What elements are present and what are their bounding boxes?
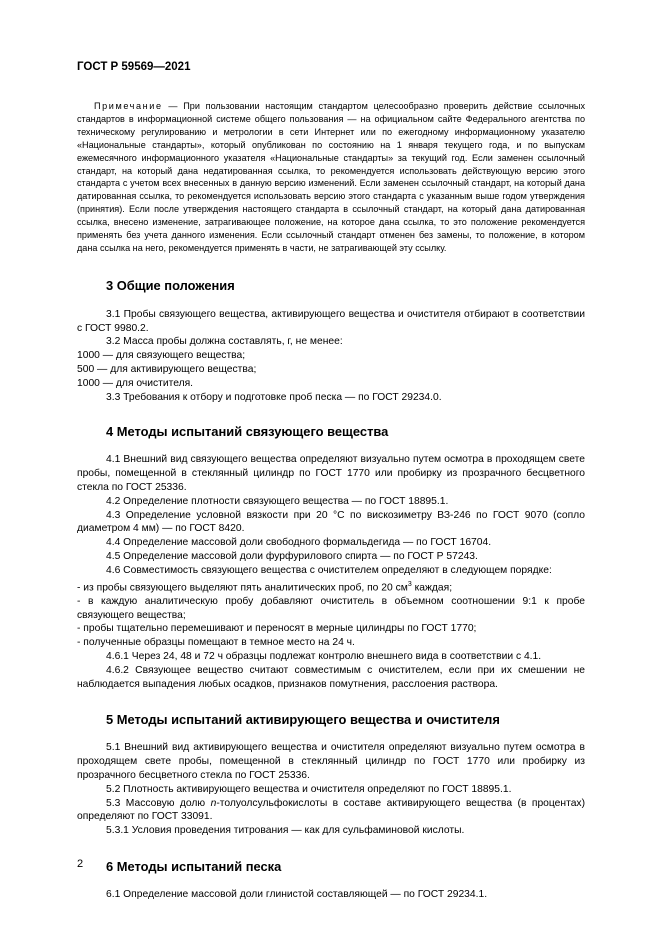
section-6-heading: 6 Методы испытаний песка — [106, 859, 282, 874]
clause-4-6-2: 4.6.2 Связующее вещество считают совместимым с очистителем, если при их смешении не наблюдается выпадения любых осадков, признаков помутнения, расслоения раствора. — [77, 664, 585, 690]
procedure-step-2: - в каждую аналитическую пробу добавляют очиститель в объемном соотношении 9:1 к пробе связующего вещества; — [77, 595, 585, 621]
clause-6-1: 6.1 Определение массовой доли глинистой составляющей — по ГОСТ 29234.1. — [106, 889, 488, 900]
section-3-heading: 3 Общие положения — [106, 277, 235, 293]
clause-4-3: 4.3 Определение условной вязкости при 20 °С по вискозиметру ВЗ-246 по ГОСТ 9070 (сопло диаметром 4 мм) — по ГОСТ 8420. — [77, 509, 585, 535]
clause-3-3: 3.3 Требования к отбору и подготовке проб песка — по ГОСТ 29234.0. — [106, 391, 442, 403]
clause-4-5: 4.5 Определение массовой доли фурфурилового спирта — по ГОСТ Р 57243. — [106, 551, 478, 563]
clause-4-4: 4.4 Определение массовой доли свободного формальдегида — по ГОСТ 16704. — [106, 537, 492, 549]
note-paragraph — [77, 100, 585, 255]
step-1-text: - из пробы связующего выделяют пять аналитических проб, по 20 см — [77, 582, 408, 594]
clause-5-3-1: 5.3.1 Условия проведения титрования — как для сульфаминовой кислоты. — [106, 825, 465, 837]
procedure-step-1 — [77, 578, 585, 595]
clause-4-6: 4.6 Совместимость связующего вещества с очистителем определяют в следующем порядке: — [106, 564, 552, 576]
clause-4-6-1: 4.6.1 Через 24, 48 и 72 ч образцы подлежат контролю внешнего вида в соответствии с 4.1. — [106, 651, 542, 663]
clause-5-3-rest: -толуолсульфокислоты в составе активирующего вещества (в процентах) определяют по ГОСТ 33091. — [77, 797, 585, 823]
page-content — [77, 100, 585, 902]
clause-5-1: 5.1 Внешний вид активирующего вещества и очистителя определяют визуально путем осмотра в проходящем свете пробы, помещенной в стеклянный цилиндр по ГОСТ 1770 или пробирку из прозрачного бесцветного стекла по ГОСТ 25336. — [77, 742, 585, 782]
clause-5-2: 5.2 Плотность активирующего вещества и очистителя определяют по ГОСТ 18895.1. — [106, 783, 512, 795]
clause-3-2: 3.2 Масса пробы должна составлять, г, не менее: — [106, 336, 343, 348]
cubic-superscript: 3 — [407, 580, 412, 588]
clause-4-1: 4.1 Внешний вид связующего вещества определяют визуально путем осмотра в проходящем свете пробы, помещенной в стеклянный цилиндр по ГОСТ 1770 или пробирку из прозрачного бесцветного стекла по ГОСТ 25336. — [77, 454, 585, 494]
note-text: — При пользовании настоящим стандартом целесообразно проверить действие ссылочных стандартов в информационной системе общего пользования — на официальном сайте Федерального агентства по техническому регулированию и метрологии в сети Интернет или по ежегодному информационному указателю «Национальные стандарты», который опубликован по состоянию на 1 января текущего года, и по выпускам ежемесячного информационного указателя «Национальные стандарты» за текущий год. Если заменен ссылочный стандарт, на который дана недатированная ссылка, то рекомендуется использовать действующую версию этого стандарта с учетом всех внесенных в данную версию изменений. Если заменен ссылочный стандарт, на который дана датированная ссылка, то рекомендуется использовать версию этого стандарта с указанным выше годом утверждения (принятия). Если после утверждения настоящего стандарта в ссылочный стандарт, на который дана датированная ссылка, внесено изменение, затрагивающее положение, на которое дана ссылка, то это положение рекомендуется применять без учета данного изменения. Если ссылочный стандарт отменен без замены, то положение, в котором дана ссылка на него, рекомендуется применять в части, не затрагивающей эту ссылку. — [77, 101, 585, 253]
step-1-suffix: каждая; — [411, 582, 453, 594]
clause-5-3-lead: 5.3 Массовую долю — [106, 797, 211, 809]
procedure-step-3: - пробы тщательно перемешивают и переносят в мерные цилиндры по ГОСТ 1770; — [77, 623, 477, 635]
page-number: 2 — [77, 858, 84, 870]
clause-4-2: 4.2 Определение плотности связующего вещества — по ГОСТ 18895.1. — [106, 495, 449, 507]
section-5-heading: 5 Методы испытаний активирующего вещества и очистителя — [106, 712, 500, 728]
para-symbol: n — [210, 797, 217, 809]
clause-3-1: 3.1 Пробы связующего вещества, активирующего вещества и очистителя отбирают в соответствии с ГОСТ 9980.2. — [77, 308, 585, 334]
mass-item-cleaner: 1000 — для очистителя. — [77, 377, 194, 389]
document-header: ГОСТ Р 59569—2021 — [77, 61, 191, 73]
note-label: Примечание — [94, 101, 163, 111]
clause-5-3 — [77, 797, 585, 825]
mass-item-binder: 1000 — для связующего вещества; — [77, 350, 246, 362]
section-4-heading: 4 Методы испытаний связующего вещества — [106, 424, 389, 440]
procedure-step-4: - полученные образцы помещают в темное место на 24 ч. — [77, 637, 355, 649]
mass-item-activator: 500 — для активирующего вещества; — [77, 364, 257, 376]
